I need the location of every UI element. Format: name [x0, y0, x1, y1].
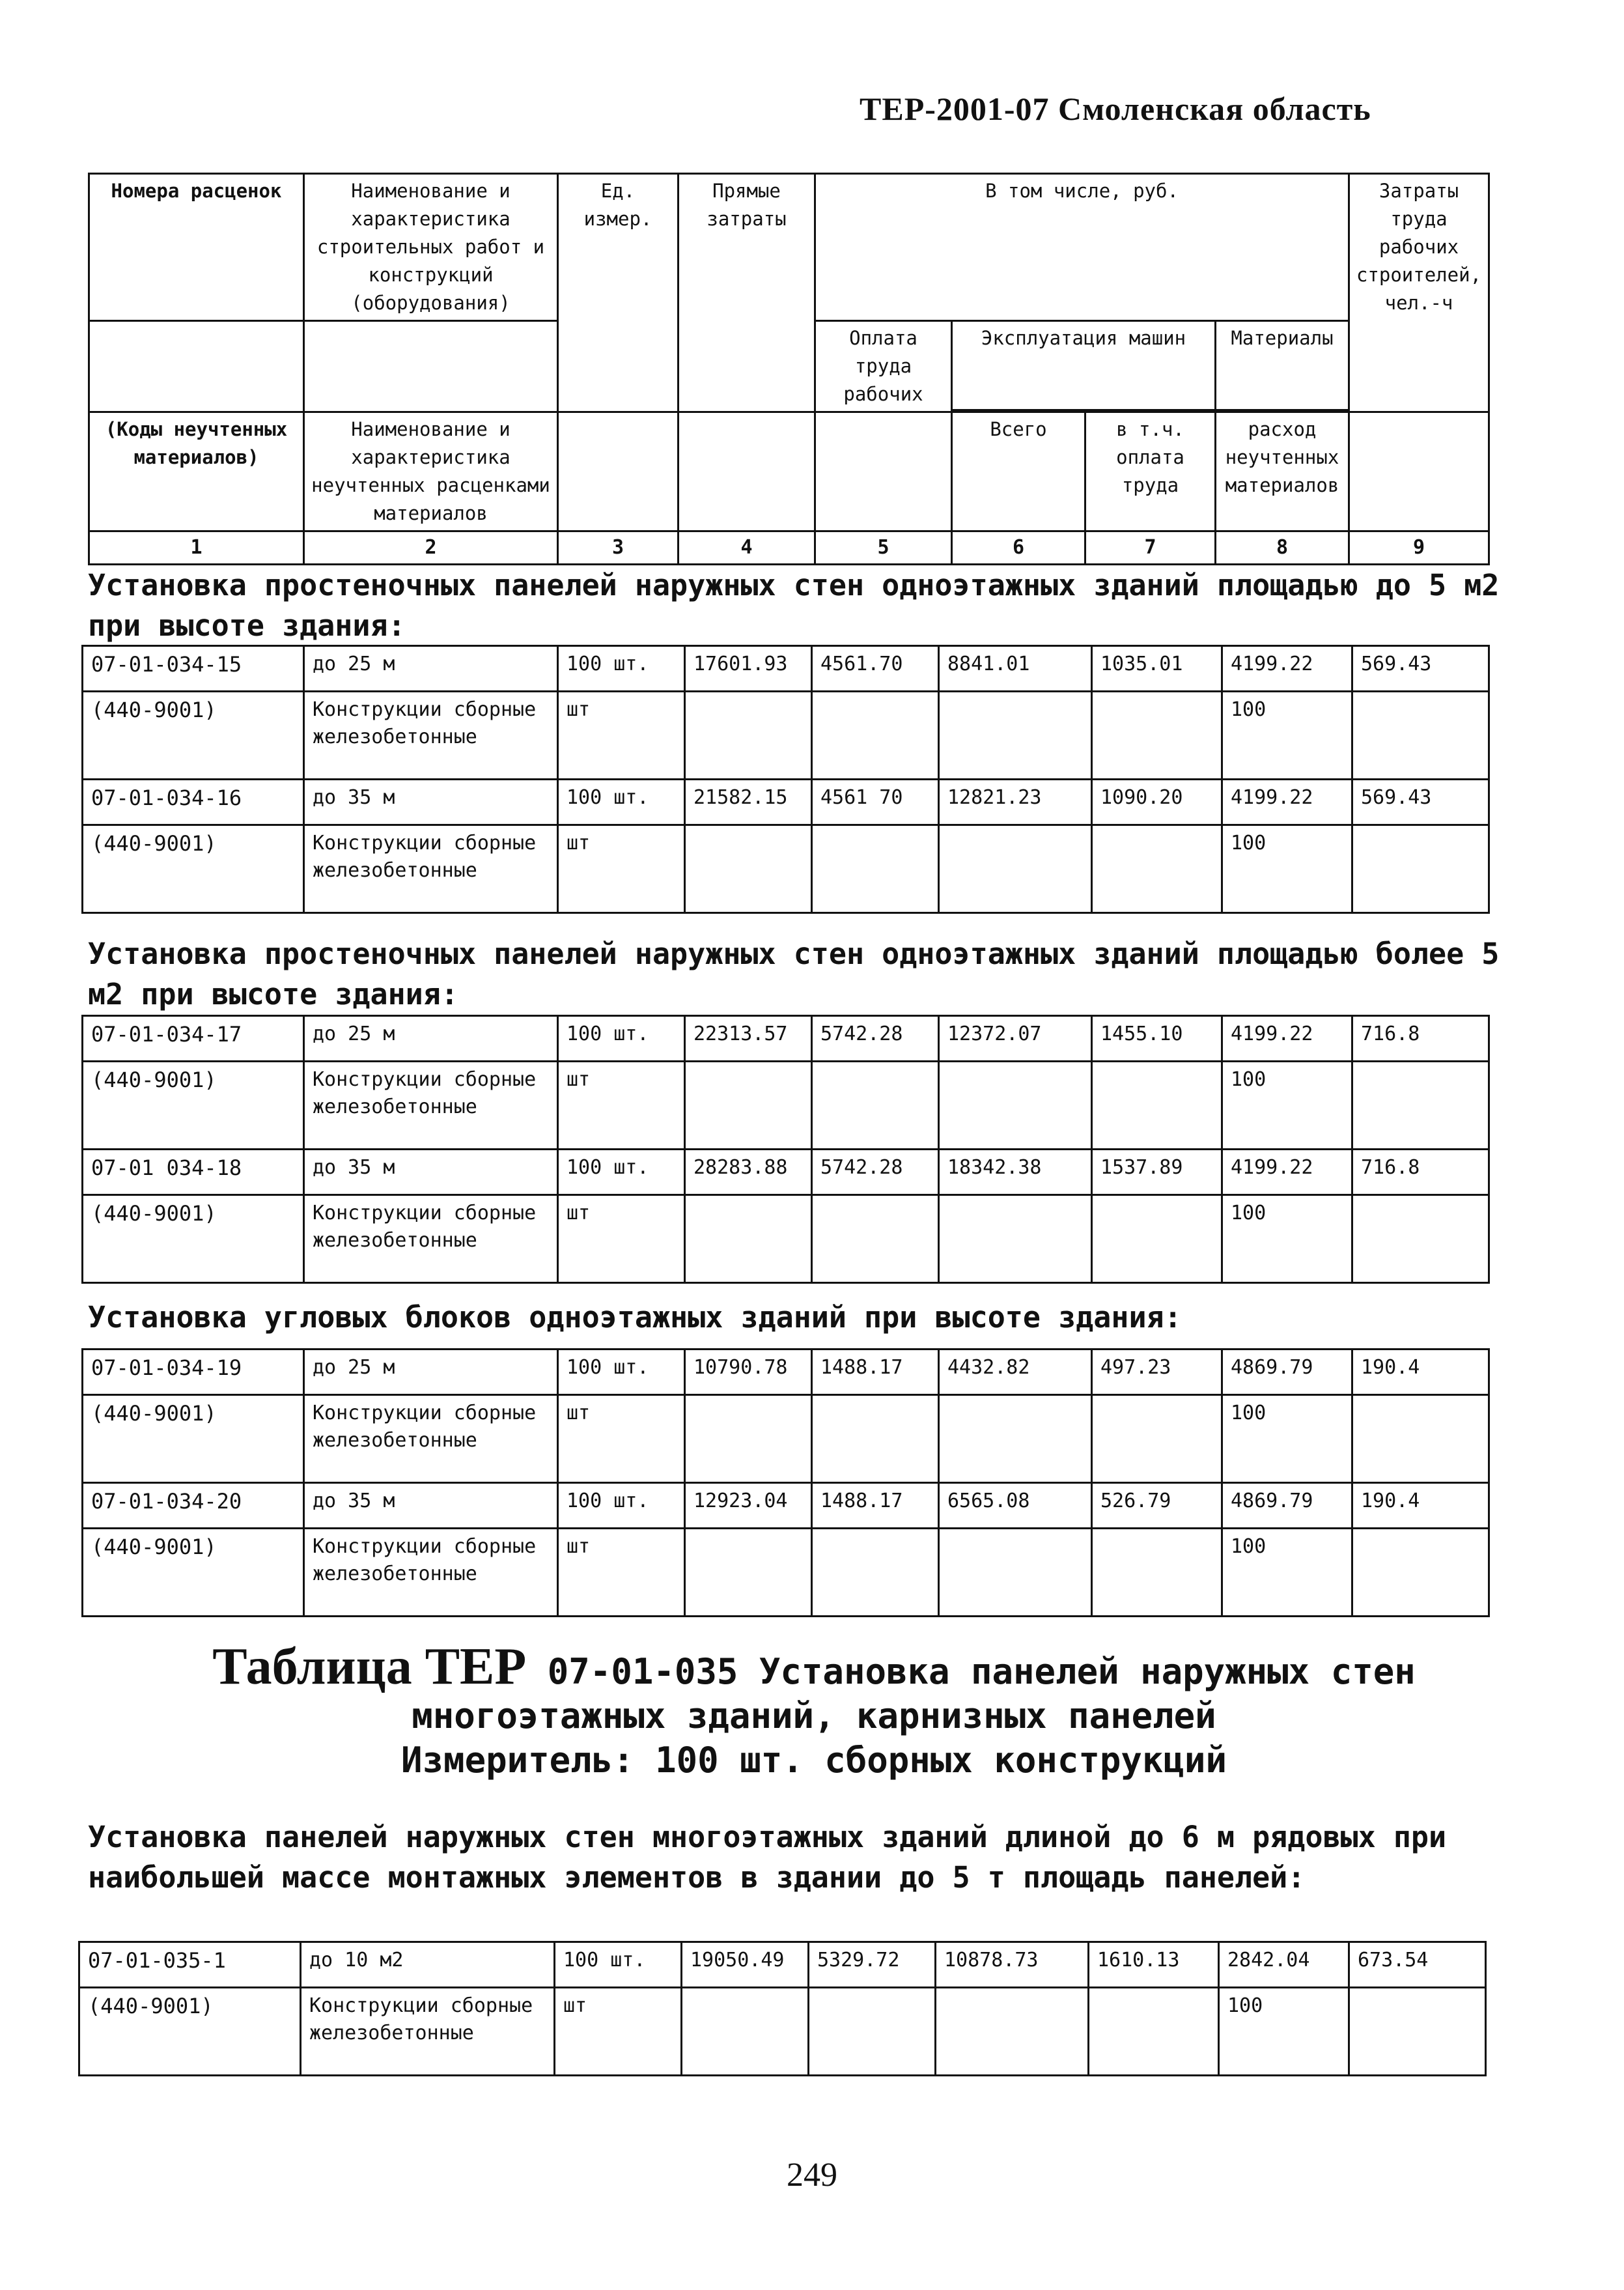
direct-costs: 10790.78 [685, 1350, 812, 1395]
header-labor-pay: Оплата труда рабочих [815, 321, 952, 412]
material-row [83, 1062, 1489, 1150]
header-unit-cont [558, 412, 679, 531]
material-unit: шт [555, 1988, 682, 2076]
work-name: до 25 м [304, 1016, 558, 1062]
header-rate-numbers: Номера расценок [89, 174, 304, 321]
empty-cell [1352, 1062, 1489, 1150]
material-name: Конструкции сборные железобетонные [304, 1395, 558, 1483]
labor-hours: 716.8 [1352, 1150, 1489, 1195]
rate-row [83, 1350, 1489, 1395]
machines-total: 4432.82 [939, 1350, 1092, 1395]
material-qty: 100 [1222, 825, 1352, 913]
materials: 4199.22 [1222, 1150, 1352, 1195]
empty-cell [1352, 1529, 1489, 1617]
labor-hours: 673.54 [1349, 1942, 1486, 1988]
rate-code: 07-01-035-1 [79, 1942, 301, 1988]
machines-labor: 497.23 [1092, 1350, 1222, 1395]
labor-pay: 1488.17 [812, 1483, 939, 1529]
rate-row [83, 1150, 1489, 1195]
material-qty: 100 [1222, 1062, 1352, 1150]
header-machines-total: Всего [952, 412, 1085, 531]
empty-cell [1092, 825, 1222, 913]
empty-cell [939, 825, 1092, 913]
material-code: (440-9001) [83, 1529, 304, 1617]
material-name: Конструкции сборные железобетонные [304, 825, 558, 913]
header-material-codes: (Коды неучтенных материалов) [89, 412, 304, 531]
material-row [83, 692, 1489, 780]
section-title: Установка простеночных панелей наружных стен одноэтажных зданий площадью до 5 м2 при высоте здания: [88, 568, 1500, 643]
unit: 100 шт. [558, 780, 685, 825]
labor-hours: 190.4 [1352, 1350, 1489, 1395]
rate-code: 07-01 034-18 [83, 1150, 304, 1195]
material-row [83, 825, 1489, 913]
rate-row [83, 1483, 1489, 1529]
labor-pay: 4561 70 [812, 780, 939, 825]
material-qty: 100 [1222, 1195, 1352, 1283]
machines-total: 12821.23 [939, 780, 1092, 825]
work-name: до 10 м2 [301, 1942, 555, 1988]
materials: 4869.79 [1222, 1483, 1352, 1529]
table-title-measure: Измеритель: 100 шт. сборных конструкций [401, 1740, 1227, 1781]
header-material-name: Наименование и характеристика неучтенных расценками материалов [304, 412, 558, 531]
empty-cell [809, 1988, 936, 2076]
empty-cell [1352, 692, 1489, 780]
unit: 100 шт. [558, 1350, 685, 1395]
machines-labor: 1035.01 [1092, 646, 1222, 692]
header-materials: Материалы [1216, 321, 1349, 410]
header-unit: Ед. измер. [558, 174, 679, 412]
labor-pay: 5329.72 [809, 1942, 936, 1988]
labor-pay: 1488.17 [812, 1350, 939, 1395]
materials: 4199.22 [1222, 780, 1352, 825]
material-qty: 100 [1222, 1395, 1352, 1483]
machines-labor: 1090.20 [1092, 780, 1222, 825]
work-name: до 35 м [304, 1150, 558, 1195]
labor-hours: 569.43 [1352, 780, 1489, 825]
column-number: 8 [1216, 531, 1349, 565]
rates-table [81, 1348, 1490, 1617]
work-name: до 35 м [304, 1483, 558, 1529]
material-name: Конструкции сборные железобетонные [304, 1062, 558, 1150]
empty-cell [682, 1988, 809, 2076]
material-row [79, 1988, 1486, 2076]
running-header: ТЕР-2001-07 Смоленская область [860, 91, 1371, 127]
material-name: Конструкции сборные железобетонные [304, 692, 558, 780]
rate-code: 07-01-034-16 [83, 780, 304, 825]
column-number: 6 [952, 531, 1085, 565]
labor-pay: 5742.28 [812, 1016, 939, 1062]
column-header-table [88, 173, 1490, 565]
machines-total: 12372.07 [939, 1016, 1092, 1062]
empty-cell [939, 692, 1092, 780]
materials: 2842.04 [1219, 1942, 1349, 1988]
material-unit: шт [558, 1195, 685, 1283]
unit: 100 шт. [558, 646, 685, 692]
materials: 4199.22 [1222, 1016, 1352, 1062]
empty-cell [939, 1062, 1092, 1150]
column-number: 2 [304, 531, 558, 565]
material-name: Конструкции сборные железобетонные [304, 1529, 558, 1617]
empty-cell [1092, 692, 1222, 780]
machines-total: 6565.08 [939, 1483, 1092, 1529]
column-number: 3 [558, 531, 679, 565]
material-unit: шт [558, 1529, 685, 1617]
empty-cell [1092, 1395, 1222, 1483]
labor-hours: 190.4 [1352, 1483, 1489, 1529]
empty-cell [1352, 1195, 1489, 1283]
empty-cell [1089, 1988, 1219, 2076]
material-name: Конструкции сборные железобетонные [304, 1195, 558, 1283]
header-material-consumption: расход неучтенных материалов [1216, 412, 1349, 531]
empty-cell [812, 1529, 939, 1617]
labor-hours: 569.43 [1352, 646, 1489, 692]
rates-table [81, 645, 1490, 914]
header-including: В том числе, руб. [815, 174, 1349, 321]
material-code: (440-9001) [83, 692, 304, 780]
material-name: Конструкции сборные железобетонные [301, 1988, 555, 2076]
empty-cell [812, 1395, 939, 1483]
empty-cell [685, 692, 812, 780]
header-rate-numbers-spacer [89, 321, 304, 412]
material-qty: 100 [1222, 1529, 1352, 1617]
empty-cell [685, 1062, 812, 1150]
direct-costs: 22313.57 [685, 1016, 812, 1062]
rate-code: 07-01-034-17 [83, 1016, 304, 1062]
machines-total: 8841.01 [939, 646, 1092, 692]
empty-cell [812, 825, 939, 913]
rate-row [83, 646, 1489, 692]
rate-code: 07-01-034-20 [83, 1483, 304, 1529]
empty-cell [936, 1988, 1089, 2076]
unit: 100 шт. [558, 1150, 685, 1195]
table-title [130, 1638, 1498, 1783]
direct-costs: 19050.49 [682, 1942, 809, 1988]
rate-row [83, 1016, 1489, 1062]
rates-table [81, 1015, 1490, 1284]
unit: 100 шт. [555, 1942, 682, 1988]
direct-costs: 28283.88 [685, 1150, 812, 1195]
header-work-name-spacer [304, 321, 558, 412]
empty-cell [1352, 825, 1489, 913]
empty-cell [685, 1529, 812, 1617]
rate-row [79, 1942, 1486, 1988]
header-labor-hours: Затраты труда рабочих строителей, чел.-ч [1349, 174, 1489, 412]
material-row [83, 1195, 1489, 1283]
empty-cell [939, 1395, 1092, 1483]
material-row [83, 1395, 1489, 1483]
direct-costs: 17601.93 [685, 646, 812, 692]
labor-pay: 4561.70 [812, 646, 939, 692]
section-title: Установка панелей наружных стен многоэтажных зданий длиной до 6 м рядовых при наибольшей массе монтажных элементов в здании до 5 т площадь панелей: [88, 1820, 1447, 1895]
machines-labor: 526.79 [1092, 1483, 1222, 1529]
empty-cell [812, 692, 939, 780]
material-qty: 100 [1219, 1988, 1349, 2076]
material-code: (440-9001) [83, 1395, 304, 1483]
header-direct-cont [679, 412, 815, 531]
material-unit: шт [558, 692, 685, 780]
header-labor-hours-cont [1349, 412, 1489, 531]
work-name: до 25 м [304, 646, 558, 692]
materials: 4199.22 [1222, 646, 1352, 692]
unit: 100 шт. [558, 1483, 685, 1529]
materials: 4869.79 [1222, 1350, 1352, 1395]
empty-cell [685, 825, 812, 913]
empty-cell [1092, 1195, 1222, 1283]
unit: 100 шт. [558, 1016, 685, 1062]
rate-row [83, 780, 1489, 825]
table-title-line1 [130, 1638, 1498, 1695]
empty-cell [1092, 1062, 1222, 1150]
table-title-line1-text: 07-01-035 Установка панелей наружных стен [547, 1651, 1416, 1692]
header-machines-labor: в т.ч. оплата труда [1085, 412, 1216, 531]
material-unit: шт [558, 825, 685, 913]
empty-cell [685, 1395, 812, 1483]
machines-labor: 1537.89 [1092, 1150, 1222, 1195]
labor-hours: 716.8 [1352, 1016, 1489, 1062]
machines-labor: 1455.10 [1092, 1016, 1222, 1062]
empty-cell [1349, 1988, 1486, 2076]
material-row [83, 1529, 1489, 1617]
empty-cell [1352, 1395, 1489, 1483]
machines-total: 18342.38 [939, 1150, 1092, 1195]
material-code: (440-9001) [83, 825, 304, 913]
header-machines: Эксплуатация машин [952, 321, 1216, 410]
page-number: 249 [787, 2156, 837, 2194]
empty-cell [685, 1195, 812, 1283]
work-name: до 25 м [304, 1350, 558, 1395]
section-title: Установка простеночных панелей наружных стен одноэтажных зданий площадью более 5 м2 при высоте здания: [88, 937, 1500, 1011]
header-work-name: Наименование и характеристика строительных работ и конструкций (оборудования) [304, 174, 558, 321]
work-name: до 35 м [304, 780, 558, 825]
empty-cell [812, 1195, 939, 1283]
empty-cell [812, 1062, 939, 1150]
column-number: 1 [89, 531, 304, 565]
column-number: 5 [815, 531, 952, 565]
column-number: 9 [1349, 531, 1489, 565]
machines-total: 10878.73 [936, 1942, 1089, 1988]
rates-table [78, 1941, 1487, 2076]
column-number: 4 [679, 531, 815, 565]
material-qty: 100 [1222, 692, 1352, 780]
machines-labor: 1610.13 [1089, 1942, 1219, 1988]
material-code: (440-9001) [83, 1062, 304, 1150]
labor-pay: 5742.28 [812, 1150, 939, 1195]
table-title-prefix: Таблица ТЕР [212, 1638, 527, 1695]
rate-code: 07-01-034-19 [83, 1350, 304, 1395]
table-title-line2: многоэтажных зданий, карнизных панелей [412, 1695, 1216, 1736]
direct-costs: 12923.04 [685, 1483, 812, 1529]
material-code: (440-9001) [79, 1988, 301, 2076]
empty-cell [939, 1529, 1092, 1617]
section-title: Установка угловых блоков одноэтажных зданий при высоте здания: [88, 1300, 1182, 1335]
header-direct-costs: Прямые затраты [679, 174, 815, 412]
material-unit: шт [558, 1062, 685, 1150]
material-code: (440-9001) [83, 1195, 304, 1283]
header-labor-pay-cont [815, 412, 952, 531]
direct-costs: 21582.15 [685, 780, 812, 825]
material-unit: шт [558, 1395, 685, 1483]
empty-cell [1092, 1529, 1222, 1617]
rate-code: 07-01-034-15 [83, 646, 304, 692]
column-number: 7 [1085, 531, 1216, 565]
empty-cell [939, 1195, 1092, 1283]
